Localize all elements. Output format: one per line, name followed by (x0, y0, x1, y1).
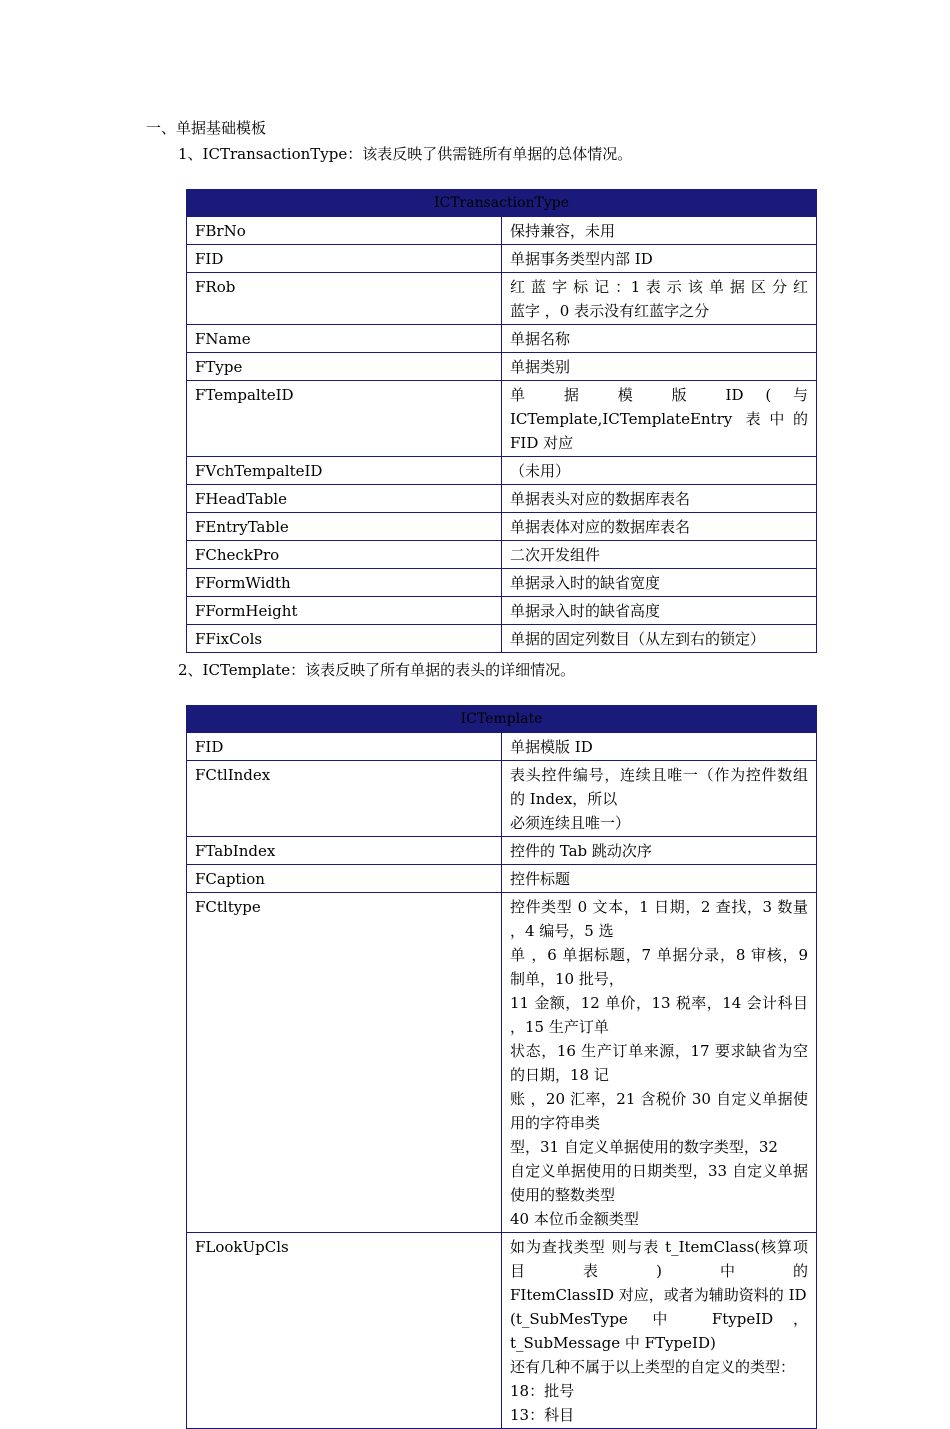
description-line: 必须连续且唯一） (510, 814, 631, 832)
description-cell: 单据事务类型内部 ID (502, 245, 817, 273)
description-cell: 单据的固定列数目（从左到右的锁定） (502, 625, 817, 653)
field-name-cell: FID (187, 733, 502, 761)
table-header-row (187, 190, 817, 217)
table1-intro: 1、ICTransactionType：该表反映了供需链所有单据的总体情况。 (178, 145, 633, 163)
table-row (187, 273, 817, 325)
description-line: 自定义单据使用的日期类型，33 自定义单据使用的整数类型 (510, 1162, 808, 1204)
table-row (187, 837, 817, 865)
field-name-cell: FTabIndex (187, 837, 502, 865)
description-cell: 单据名称 (502, 325, 817, 353)
table-row (187, 513, 817, 541)
description-cell (502, 893, 817, 1233)
description-line: ICTemplate,ICTemplateEntry 表中的 FID 对应 (510, 410, 808, 452)
description-line: 单 据 模 版 ID ( 与 (510, 386, 808, 404)
table-row (187, 761, 817, 837)
table2-intro: 2、ICTemplate：该表反映了所有单据的表头的详细情况。 (178, 661, 576, 679)
field-name-cell: FCheckPro (187, 541, 502, 569)
table-title: ICTemplate (187, 706, 817, 733)
field-name-cell: FBrNo (187, 217, 502, 245)
description-line: 40 本位币金额类型 (510, 1210, 639, 1228)
description-cell: 单据模版 ID (502, 733, 817, 761)
field-name-cell: FFormWidth (187, 569, 502, 597)
description-cell: 单据表头对应的数据库表名 (502, 485, 817, 513)
description-line: 型，31 自定义单据使用的数字类型，32 (510, 1138, 778, 1156)
table-row (187, 217, 817, 245)
field-name-cell: FLookUpCls (187, 1233, 502, 1429)
field-name-cell: FTempalteID (187, 381, 502, 457)
description-cell: 二次开发组件 (502, 541, 817, 569)
table-row (187, 625, 817, 653)
field-name-cell: FCtltype (187, 893, 502, 1233)
description-line: 状态，16 生产订单来源，17 要求缺省为空的日期，18 记 (510, 1042, 808, 1084)
table-header-row (187, 706, 817, 733)
section-heading: 一、单据基础模板 (146, 119, 267, 137)
table-row (187, 1233, 817, 1429)
table-row (187, 893, 817, 1233)
table-row (187, 597, 817, 625)
field-name-cell: FVchTempalteID (187, 457, 502, 485)
table-row (187, 325, 817, 353)
description-line: 11 金额，12 单价，13 税率，14 会计科目 ，15 生产订单 (510, 994, 808, 1036)
ictemplate-table (186, 705, 817, 1429)
description-cell: 单据录入时的缺省高度 (502, 597, 817, 625)
table-row (187, 245, 817, 273)
description-line: 如为查找类型 则与表 t_ItemClass(核算项目表)中的 (510, 1238, 808, 1280)
description-cell (502, 273, 817, 325)
table-title: ICTransactionType (187, 190, 817, 217)
description-line: 表头控件编号，连续且唯一（作为控件数组的 Index，所以 (510, 766, 808, 808)
description-line: 还有几种不属于以上类型的自定义的类型： (510, 1358, 796, 1376)
description-line: 18：批号 (510, 1382, 575, 1400)
table-row (187, 353, 817, 381)
description-cell: 控件标题 (502, 865, 817, 893)
description-cell: 控件的 Tab 跳动次序 (502, 837, 817, 865)
table-row (187, 541, 817, 569)
description-line: 13：科目 (510, 1406, 575, 1424)
description-cell: 单据类别 (502, 353, 817, 381)
table-row (187, 569, 817, 597)
description-cell (502, 1233, 817, 1429)
description-cell (502, 381, 817, 457)
description-line: 单 ，6 单据标题，7 单据分录，8 审核，9 制单，10 批号， (510, 946, 808, 988)
field-name-cell: FName (187, 325, 502, 353)
field-name-cell: FFixCols (187, 625, 502, 653)
field-name-cell: FCtlIndex (187, 761, 502, 837)
field-name-cell: FType (187, 353, 502, 381)
description-line: (t_SubMesType 中 FtypeID，t_SubMessage 中 FTypeID) (510, 1310, 808, 1352)
description-line: 红 蓝 字 标 记 ：1 表 示 该 单 据 区 分 红 (510, 278, 808, 296)
description-line: 控件类型 0 文本，1 日期，2 查找，3 数量 ，4 编号，5 选 (510, 898, 808, 940)
table-row (187, 733, 817, 761)
ictransactiontype-table (186, 189, 817, 653)
description-line: 蓝字 ，0 表示没有红蓝字之分 (510, 302, 710, 320)
field-name-cell: FHeadTable (187, 485, 502, 513)
table-row (187, 457, 817, 485)
field-name-cell: FRob (187, 273, 502, 325)
field-name-cell: FFormHeight (187, 597, 502, 625)
field-name-cell: FCaption (187, 865, 502, 893)
table-row (187, 485, 817, 513)
description-line: FItemClassID 对应，或者为辅助资料的 ID (510, 1286, 807, 1304)
field-name-cell: FID (187, 245, 502, 273)
description-line: 账 ，20 汇率，21 含税价 30 自定义单据使用的字符串类 (510, 1090, 808, 1132)
description-cell: 单据表体对应的数据库表名 (502, 513, 817, 541)
field-name-cell: FEntryTable (187, 513, 502, 541)
description-cell: 保持兼容，未用 (502, 217, 817, 245)
table-row (187, 381, 817, 457)
description-cell: （未用） (502, 457, 817, 485)
table-row (187, 865, 817, 893)
description-cell: 单据录入时的缺省宽度 (502, 569, 817, 597)
description-cell (502, 761, 817, 837)
